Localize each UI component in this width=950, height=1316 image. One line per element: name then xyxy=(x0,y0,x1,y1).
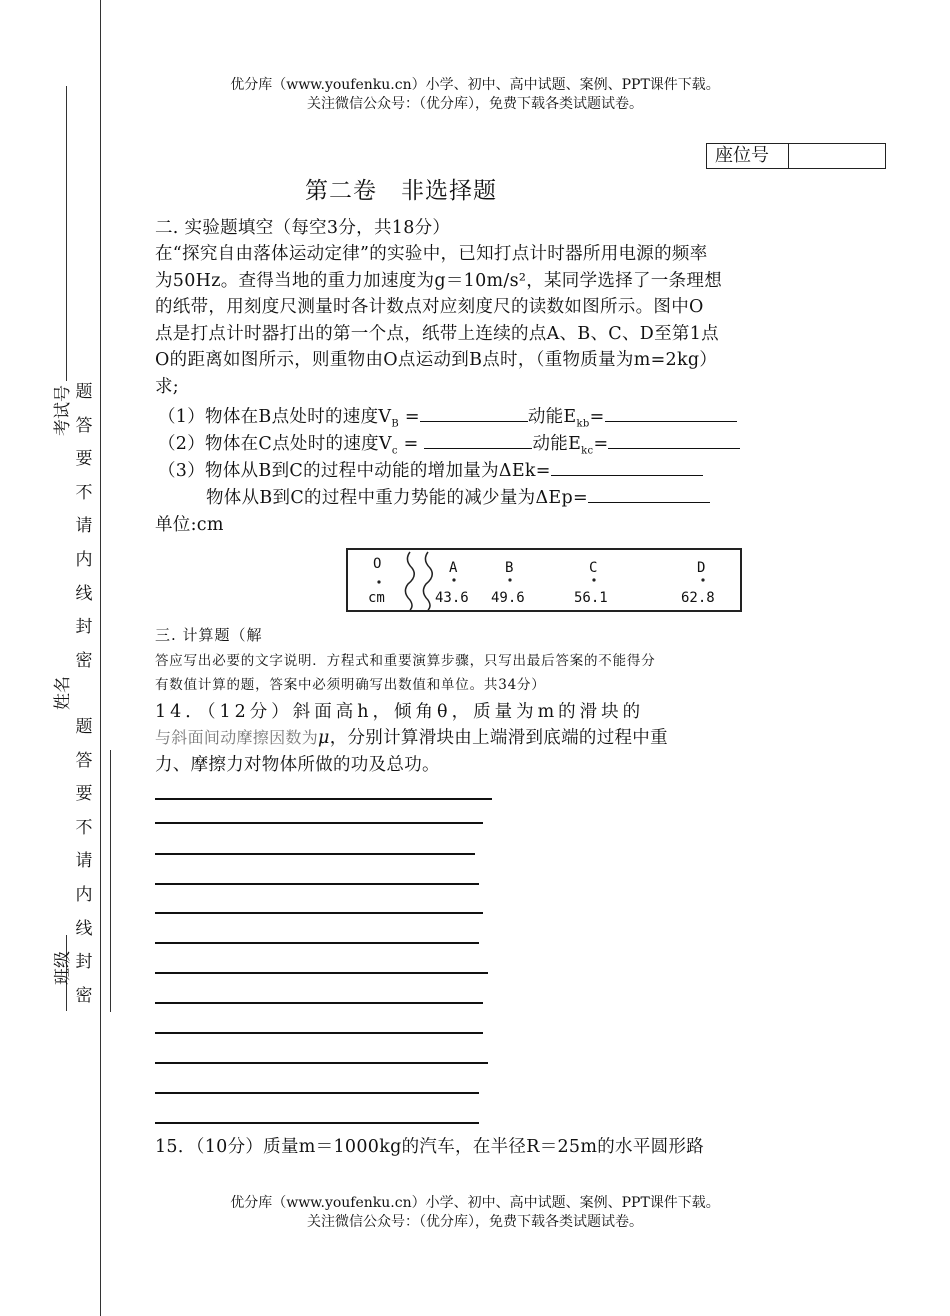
binding-warning-top xyxy=(73,376,95,678)
question-3 xyxy=(158,457,803,485)
tape-point-label: A xyxy=(449,560,458,576)
para-line: 点是打点计时器打出的第一个点，纸带上连续的点A、B、C、D至第1点 xyxy=(155,323,719,344)
tape-reading: 56.1 xyxy=(574,590,608,606)
q14-line-3: 力、摩擦力对物体所做的功及总功。 xyxy=(155,755,440,775)
answer-line[interactable] xyxy=(155,942,479,944)
exam-no-underline xyxy=(66,86,67,381)
warning-char: 线 xyxy=(75,583,93,604)
warning-char: 要 xyxy=(75,449,93,470)
warning-char: 答 xyxy=(75,750,93,771)
q2-energy-eq: = xyxy=(593,434,609,454)
q1-energy-eq: = xyxy=(589,407,605,427)
tape-point-label: D xyxy=(697,560,706,576)
warning-char: 密 xyxy=(75,985,93,1006)
tape-reading: 43.6 xyxy=(435,590,469,606)
q4-blank[interactable] xyxy=(588,484,710,503)
class-label: 班级 xyxy=(53,951,73,985)
name-label: 姓名 xyxy=(53,676,73,710)
q2-energy-text: 动能E xyxy=(532,434,582,454)
warning-char: 不 xyxy=(75,817,93,838)
q14-line-2 xyxy=(155,725,800,752)
para-line: 在“探究自由落体运动定律”的实验中，已知打点计时器所用电源的频率 xyxy=(155,244,708,264)
warning-char: 请 xyxy=(75,851,93,872)
q1-sub: B xyxy=(391,418,399,430)
tape-origin-unit: cm xyxy=(368,590,385,606)
q1-energy-sub: kb xyxy=(576,418,590,430)
tape-point-label: B xyxy=(505,560,514,576)
warning-char: 答 xyxy=(75,415,93,436)
warning-char: 题 xyxy=(75,717,93,737)
paper-tape-figure xyxy=(346,548,742,612)
section3-instruction-1: 答应写出必要的文字说明．方程式和重要演算步骤，只写出最后答案的不能得分 xyxy=(155,653,656,669)
page-title: 第二卷 非选择题 xyxy=(305,178,497,204)
answer-line[interactable] xyxy=(155,1062,488,1064)
warning-char: 不 xyxy=(75,482,93,503)
answer-line[interactable] xyxy=(155,853,475,855)
answer-line[interactable] xyxy=(155,1092,479,1094)
q1-eq: = xyxy=(399,407,420,427)
section3-instruction-2: 有数值计算的题，答案中必须明确写出数值和单位。共34分） xyxy=(155,677,546,693)
q2-blank-energy[interactable] xyxy=(608,430,740,449)
warning-char: 内 xyxy=(75,884,93,905)
section2-paragraph xyxy=(155,241,800,400)
answer-line[interactable] xyxy=(155,912,483,914)
exam-no-label: 考试号 xyxy=(53,385,73,436)
para-line: 为50Hz。查得当地的重力加速度为g＝10m/s²，某同学选择了一条理想 xyxy=(155,270,723,291)
footer-line-1: 优分库（www.youfenku.cn）小学、初中、高中试题、案例、PPT课件下载。 xyxy=(230,1195,720,1211)
q2-text: （2）物体在C点处时的速度V xyxy=(158,434,392,454)
header-line-1: 优分库（www.youfenku.cn）小学、初中、高中试题、案例、PPT课件下载。 xyxy=(230,77,720,93)
q3-text: （3）物体从B到C的过程中动能的增加量为ΔEk= xyxy=(158,461,551,481)
q1-text: （1）物体在B点处时的速度V xyxy=(158,407,392,427)
q14-line-2-rest: ，分别计算滑块由上端滑到底端的过程中重 xyxy=(329,728,668,748)
warning-char: 封 xyxy=(75,617,93,638)
q1-blank-velocity[interactable] xyxy=(420,403,528,422)
q3-blank[interactable] xyxy=(551,457,703,476)
answer-line[interactable] xyxy=(155,1002,483,1004)
q14-line-1: 14．（12分）斜面高h，倾角θ，质量为m的滑块的 xyxy=(155,702,645,722)
para-line: 求; xyxy=(155,376,179,397)
unit-label: 单位:cm xyxy=(155,515,224,535)
binding-warning-bottom xyxy=(73,711,95,1013)
q2-energy-sub: kc xyxy=(581,445,594,457)
binding-line-inner xyxy=(110,750,111,1012)
q2-eq: = xyxy=(397,434,425,454)
seat-number-box xyxy=(706,143,886,169)
footer-line-2: 关注微信公众号：（优分库），免费下载各类试题试卷。 xyxy=(307,1214,643,1230)
q2-sub: c xyxy=(391,445,398,457)
q14-mu-symbol: μ xyxy=(318,728,330,748)
seat-number-field[interactable] xyxy=(789,144,885,168)
tape-reading: 62.8 xyxy=(681,590,715,606)
q4-text: 物体从B到C的过程中重力势能的减少量为ΔEp= xyxy=(206,488,588,508)
warning-char: 密 xyxy=(75,650,93,671)
section2-heading: 二. 实验题填空（每空3分，共18分） xyxy=(155,218,451,238)
tape-origin-label: O xyxy=(373,556,382,572)
question-4 xyxy=(206,484,796,512)
para-line: 的纸带，用刻度尺测量时各计数点对应刻度尺的读数如图所示。图中O xyxy=(155,297,704,317)
q1-energy-text: 动能E xyxy=(527,407,577,427)
answer-line[interactable] xyxy=(155,972,488,974)
answer-line[interactable] xyxy=(155,1032,483,1034)
tape-point-label: C xyxy=(589,560,598,576)
para-line: O的距离如图所示，则重物由O点运动到B点时，（重物质量为m=2kg） xyxy=(155,350,718,370)
warning-char: 要 xyxy=(75,784,93,805)
seat-number-label: 座位号 xyxy=(707,144,789,168)
header-line-2: 关注微信公众号：（优分库），免费下载各类试题试卷。 xyxy=(307,96,643,112)
warning-char: 请 xyxy=(75,516,93,537)
warning-char: 线 xyxy=(75,918,93,939)
answer-line[interactable] xyxy=(155,1122,479,1124)
tape-reading: 49.6 xyxy=(491,590,525,606)
warning-char: 内 xyxy=(75,549,93,570)
answer-line[interactable] xyxy=(155,798,492,800)
q14-friction-text: 与斜面间动摩擦因数为 xyxy=(155,728,319,747)
answer-line[interactable] xyxy=(155,822,483,824)
q1-blank-energy[interactable] xyxy=(605,403,737,422)
warning-char: 题 xyxy=(75,382,93,402)
section3-heading: 三. 计算题（解 xyxy=(155,626,263,644)
answer-line[interactable] xyxy=(155,883,479,885)
q2-blank-velocity[interactable] xyxy=(424,430,532,449)
warning-char: 封 xyxy=(75,952,93,973)
binding-line-outer xyxy=(100,0,101,1316)
q15-text: 15．（10分）质量m＝1000kg的汽车，在半径R＝25m的水平圆形路 xyxy=(155,1137,705,1157)
